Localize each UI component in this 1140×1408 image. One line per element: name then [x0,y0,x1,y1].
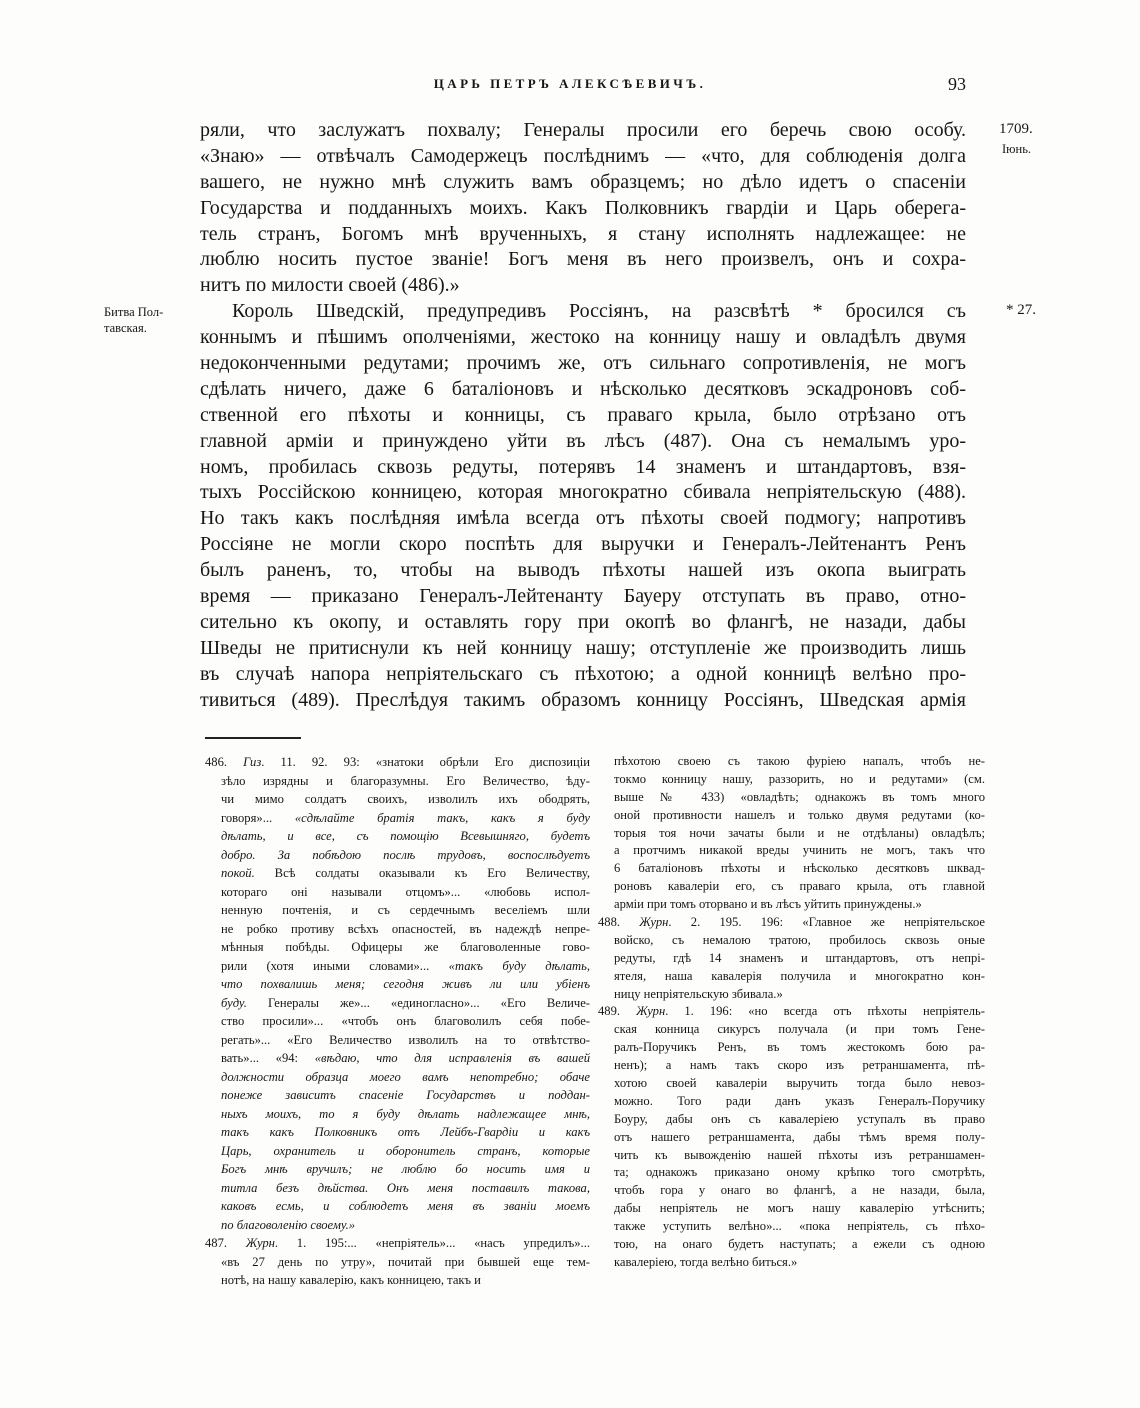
text: 6 баталіоновъ пѣхоты и нѣсколько десятковъ шквад- [614,861,985,876]
text-line: тель странъ, Богомъ мнѣ врученныхъ, я стану исполнять надлежащее: не [200,222,966,245]
footnote-line [205,938,590,957]
text-line: вашего, не нужно мнѣ служить вамъ образцемъ; но дѣло идетъ о спасеніи [200,170,966,193]
footnote-line [598,825,985,843]
text-line: тыхъ Россійскою конницею, которая многократно сбивала непріятельскую (488). [200,481,966,504]
footnote-line [205,1049,590,1068]
text: зѣло изрядны и благоразумны. Его Величество, ѣду- [221,773,590,788]
text: ство просили»... «чтобъ онъ благоволилъ себя побе- [221,1014,590,1028]
text-line: былъ раненъ, то, чтобы на выводъ пѣхоты нашей изъ окопа выиграть [200,559,966,582]
text: . 2. 195. 196: «Главное же непріятельское [668,915,986,930]
footnote-line [598,896,985,914]
text: Боуру, дабы онъ съ кавалеріею уступалъ въ право [614,1111,985,1126]
italic-text: каковъ есмь, и соблюдетъ меня въ званіи моемъ [221,1199,590,1213]
text: дабы непріятель не могъ нашу кавалерію утѣснить; [614,1201,985,1216]
page-number: 93 [948,74,966,94]
text: рили (хотя иными словами»... [221,958,449,973]
margin-year: 1709. [999,121,1033,137]
text: торыя тоя ночи зачаты были и не отдѣланы) овладѣлъ; [614,825,985,840]
footnote-line [205,975,590,994]
text: хотою своей кавалеріи выручить тогда было невоз- [614,1076,985,1091]
footnote-line [598,1218,985,1236]
text-line: нитъ по милости своей (486).» [200,274,460,297]
text: говоря»... [221,810,295,825]
text: выше № 433) «овладѣть; однакожъ въ томъ много [614,789,985,804]
footnote-line [598,1039,985,1057]
italic-text: Журн [639,915,669,930]
italic-text: что похвалишь меня; сегодня живъ ли или убіенъ [221,977,590,991]
text: войско, съ немалою тратою, пробилось сквозь оные [614,932,985,947]
italic-text: такъ какъ Полковникъ отъ Лейбъ-Гвардіи и какъ [221,1125,590,1139]
italic-text: понеже зависитъ спасеніе Государствъ и поддан- [221,1088,590,1102]
text: Всѣ солдаты оказывали къ Его Величеству, [254,866,590,880]
text: не робко противу всѣхъ опасностей, въ надеждѣ непре- [221,921,590,936]
text: редуты, гдѣ 14 знаменъ и штандартовъ, отъ непрі- [614,950,985,965]
text: вать»... «94: [221,1051,315,1065]
footnote-line [598,771,985,789]
text: отъ нашего ретраншамента, дабы тѣмъ время полу- [614,1129,985,1144]
italic-text: «вѣдаю, что для исправленія въ вашей [314,1051,590,1065]
italic-text: дѣлать, и все, съ помощію Всевышняго, будетъ [221,829,590,843]
footnote-start-line [598,1003,985,1021]
footnote-start-line [205,1234,590,1253]
footnote-line [205,1031,590,1050]
footnote-start-line [598,914,985,932]
italic-text: покой. [221,866,255,880]
footnote-line [598,1236,985,1254]
text: . 11. 92. 93: «знатоки обрѣли Его диспозиціи [261,755,590,769]
margin-heading-line1: Битва Пол- [104,305,164,319]
footnote-line [598,753,985,771]
text-line: Россіяне не могли скоро поспѣть для выручки и Генералъ-Лейтенантъ Ренъ [200,533,966,556]
text-line: Шведы не притиснули къ ней конницу нашу; отступленіе же производить лишь [200,636,966,659]
text: чтобъ гора у онаго во флангѣ, а не назади, была, [614,1183,985,1198]
footnote-line [598,986,985,1004]
italic-text: должности образца моего вамъ непотребно; обаче [221,1069,590,1084]
text: Генералы же»... «единогласно»... «Его Величе- [246,995,590,1010]
footnote-line [205,957,590,976]
footnote-divider [205,737,301,739]
footnote-line [598,1164,985,1182]
text-line: главной арміи и принуждено уйти въ лѣсъ (487). Она съ немалымъ уро- [200,429,966,452]
text-line: «Знаю» — отвѣчалъ Самодержецъ послѣднимъ — «что, для соблюденія долга [200,144,966,167]
text: оной противности нашелъ и только двумя редутами (ко- [614,807,985,822]
text-line: въ случаѣ напора непріятельскаго съ пѣхотою; а одной конницѣ велѣно про- [200,662,966,685]
text: та; однакожъ приказано оному крѣпко того смотрѣть, [614,1165,985,1180]
text-line: Король Шведскій, предупредивъ Россіянъ, на разсвѣтѣ * бросился съ [232,300,966,323]
text: ятеля, наша кавалерія получила и многократно кон- [614,968,985,983]
text: . 1. 195:... «непріятель»... «насъ упредилъ»... [274,1236,590,1250]
text: ненъ); а намъ такъ скоро изъ ретраншамента, пѣ- [614,1058,985,1073]
text: котораго оні называли отцомъ»... «любовь испол- [221,884,590,899]
text: тою, на онаго будетъ наступать; а ежели съ одною [614,1237,985,1252]
text-line: тивиться (489). Преслѣдуя такимъ образомъ конницу Россіянъ, Шведская армія [200,688,966,711]
footnote-line [205,1197,590,1216]
footnote-line [205,827,590,846]
footnote-line [598,1147,985,1165]
text: 488. [598,915,640,930]
italic-text: Царь, охранитель и оборонитель странъ, которые [221,1143,590,1158]
margin-heading-line2: тавская. [104,321,147,335]
italic-text: титла безъ дѣйства. Онъ меня поставилъ такова, [221,1180,590,1195]
footnote-line [598,860,985,878]
footnote-line [205,809,590,828]
footnote-line [205,1179,590,1198]
text-line: Но такъ какъ послѣдняя имѣла всегда отъ пѣхоты своей подмогу; напротивъ [200,507,966,530]
footnotes-left-column [205,753,590,1290]
footnote-line [205,1086,590,1105]
footnote-line [205,1068,590,1087]
main-text [200,118,966,713]
footnote-line [205,883,590,902]
text: ницу непріятельскую збивала.» [614,986,783,1001]
footnote-line [205,1142,590,1161]
footnote-line [205,1216,590,1235]
text: ненную почтенія, и съ сердечнымъ веселіемъ шли [221,903,590,917]
footnote-line [598,789,985,807]
footnote-line [598,1093,985,1111]
text: также уступить велѣно»... «пока непріятель, съ пѣхо- [614,1219,985,1234]
text: нотѣ, на нашу кавалерію, какъ конницею, такъ и [221,1273,481,1287]
footnote-line [598,1182,985,1200]
footnote-line [598,1200,985,1218]
footnote-line [598,1057,985,1075]
footnote-line [598,1129,985,1147]
footnote-line [205,1105,590,1124]
text: ралъ-Поручикъ Ренъ, въ томъ жестокомъ бою ра- [614,1040,985,1055]
text-line: люблю носить пустое званіе! Богъ меня въ него произвелъ, онъ и сохра- [200,248,966,271]
text-line: коннымъ и пѣшимъ ополченіями, жестоко на конницу нашу и овладѣлъ двумя [200,326,966,349]
text: арміи при томъ оторвано и въ лѣсъ уйтить принуждены.» [614,897,922,912]
footnote-line [205,994,590,1013]
footnote-line [205,864,590,883]
text-line: ряли, что заслужатъ похвалу; Генералы просили его беречь свою особу. [200,119,966,141]
footnote-start-line [205,753,590,772]
italic-text: буду. [221,995,247,1010]
text: ская конница сикурсъ получала (и при томъ Гене- [614,1022,985,1037]
text: пѣхотою своею съ такою фуріею напалъ, чтобъ не- [614,754,985,768]
text-line: сдѣлать ничего, даже 6 баталіоновъ и нѣсколько десятковъ эскадроновъ соб- [200,377,966,400]
text-line: время — приказано Генералъ-Лейтенанту Бауеру отступать въ право, отно- [200,585,966,608]
italic-text: добро. За побѣдою послѣ трудовъ, воспослѣдуетъ [221,847,590,862]
footnote-line [205,772,590,791]
text: токмо конницу нашу, раззорить, но и редутами» (см. [614,771,985,786]
text: регать»... «Его Величество изволилъ на то отвѣтство- [221,1032,590,1047]
footnote-line [205,920,590,939]
italic-text: Богъ мнѣ вручилъ; не люблю бо носить имя и [221,1162,590,1176]
footnote-line [598,1075,985,1093]
footnote-line [598,842,985,860]
footnote-line [205,790,590,809]
footnote-line [598,1254,985,1272]
footnotes-right-column [598,753,985,1272]
footnote-line [598,1021,985,1039]
text-line: сительно къ окопу, и оставлять гору при окопѣ во флангѣ, не назади, дабы [200,610,966,633]
italic-text: Журн [245,1236,275,1250]
text: чи мимо солдатъ своихъ, изволилъ ихъ ободрять, [221,792,590,806]
text: 486. [205,755,244,769]
text-line: ственной его пѣхоты и конницы, съ праваго крыла, было отрѣзано отъ [200,403,966,426]
footnote-line [205,1271,590,1290]
footnote-line [598,968,985,986]
italic-text: Гиз [243,755,262,769]
italic-text: ныхъ моихъ, то я буду дѣлать надлежащее мнѣ, [221,1106,590,1121]
footnote-line [205,846,590,865]
italic-text: Журн [636,1004,666,1019]
text: можно. Того ради данъ указъ Генералъ-Поручику [614,1093,985,1108]
footnote-line [205,901,590,920]
italic-text: по благоволенію своему.» [221,1217,356,1232]
footnote-line [598,932,985,950]
text: . 1. 196: «но всегда отъ пѣхоты непріятель- [665,1004,985,1019]
italic-text: «такъ буду дѣлать, [448,958,590,973]
text: 487. [205,1236,246,1250]
footnote-line [598,950,985,968]
italic-text: «сдѣлайте братія такъ, какъ я буду [294,810,590,825]
text: «въ 27 день по утру», почитай при бывшей еще тем- [221,1254,590,1269]
running-header: ЦАРЬ ПЕТРЪ АЛЕКСѢЕВИЧЪ. [433,76,707,91]
text-line: недоконченными редутами; прочимъ же, отъ сильнаго сопротивленія, не могъ [200,352,966,375]
margin-month: Іюнь. [1002,142,1032,156]
text: чить къ вывожденію нашей пѣхоты изъ ретраншамен- [614,1147,985,1162]
text: а протчимъ никакой вреды учинить не могъ, такъ что [614,843,985,858]
footnote-line [598,878,985,896]
footnote-line [598,807,985,825]
footnote-line [598,1111,985,1129]
margin-date-note: * 27. [1006,302,1036,318]
text-line: номъ, пробилась сквозь редуты, потерявъ 14 знаменъ и штандартовъ, взя- [200,455,966,478]
footnote-line [205,1012,590,1031]
footnote-line [205,1253,590,1272]
text: мѣнныя побѣды. Офицеры же благоволенные гово- [221,940,590,954]
text: 489. [598,1004,637,1019]
footnote-line [205,1123,590,1142]
text: роновъ кавалеріи его, съ праваго крыла, отъ главной [614,879,985,894]
footnote-line [205,1160,590,1179]
text: кавалеріею, тогда велѣно биться.» [614,1254,798,1269]
text-line: Государства и подданныхъ моихъ. Какъ Полковникъ гвардіи и Царь оберега- [200,196,966,219]
